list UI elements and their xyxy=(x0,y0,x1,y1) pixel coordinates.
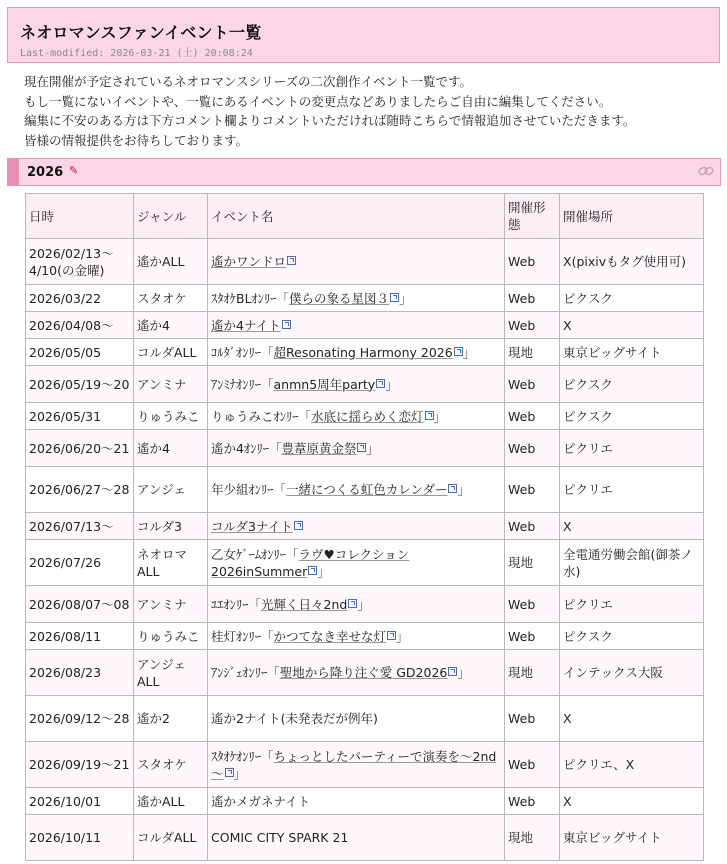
event-prefix: ｱﾝｼﾞｪｵﾝﾘｰ「 xyxy=(211,665,280,680)
event-link[interactable]: 光輝く日々2nd xyxy=(261,596,348,612)
cell-genre: アンジェALL xyxy=(134,650,208,696)
cell-genre: アンミナ xyxy=(134,366,208,403)
page-title: ネオロマンスファンイベント一覧 xyxy=(20,23,262,42)
cell-format: 現地 xyxy=(505,815,560,861)
event-link[interactable]: ちょっとしたパーティーで演奏を～2nd～ xyxy=(211,748,497,781)
cell-date: 2026/10/11 xyxy=(26,815,134,861)
event-suffix: 」 xyxy=(399,290,412,306)
cell-format: Web xyxy=(505,586,560,623)
table-row xyxy=(26,403,704,430)
cell-venue: ピクリエ xyxy=(560,467,704,513)
external-link-icon[interactable] xyxy=(294,521,303,530)
table-row xyxy=(26,312,704,339)
table-row xyxy=(26,788,704,815)
cell-genre: スタオケ xyxy=(134,742,208,788)
table-row xyxy=(26,742,704,788)
cell-genre: 遙か2 xyxy=(134,696,208,742)
cell-genre: 遙か4 xyxy=(134,312,208,339)
event-suffix: 」 xyxy=(366,440,379,456)
table-row xyxy=(26,239,704,285)
cell-date: 2026/04/08～ xyxy=(26,312,134,339)
cell-format: Web xyxy=(505,430,560,467)
external-link-icon[interactable] xyxy=(376,379,385,388)
cell-event-name xyxy=(208,403,505,430)
cell-venue: X xyxy=(560,696,704,742)
cell-event-name xyxy=(208,540,505,586)
cell-venue: ピクリエ xyxy=(560,586,704,623)
cell-date: 2026/06/20～21 xyxy=(26,430,134,467)
header-date: 日時 xyxy=(26,194,134,239)
cell-genre: コルダALL xyxy=(134,815,208,861)
cell-genre: 遙かALL xyxy=(134,239,208,285)
cell-venue: ピクリエ xyxy=(560,430,704,467)
event-prefix: ｺﾙﾀﾞｵﾝﾘｰ「 xyxy=(211,344,274,360)
cell-event-name xyxy=(208,650,505,696)
cell-date: 2026/07/13～ xyxy=(26,513,134,540)
cell-format: Web xyxy=(505,312,560,339)
cell-date: 2026/09/12～28 xyxy=(26,696,134,742)
header-venue: 開催場所 xyxy=(560,194,704,239)
table-header-row xyxy=(26,194,704,239)
intro-line: 皆様の情報提供をお待ちしております。 xyxy=(24,132,249,148)
event-suffix: 」 xyxy=(462,344,476,360)
cell-genre: 遙かALL xyxy=(134,788,208,815)
cell-venue: 東京ビッグサイト xyxy=(560,339,704,366)
event-suffix: 」 xyxy=(457,482,470,497)
event-prefix: ｽﾀｵｹBLｵﾝﾘｰ「 xyxy=(211,290,290,306)
intro-line: 現在開催が予定されているネオロマンスシリーズの二次創作イベント一覧です。 xyxy=(24,74,473,89)
external-link-icon[interactable] xyxy=(348,599,357,608)
cell-date: 2026/02/13～4/10(の金曜) xyxy=(26,239,134,285)
event-table xyxy=(25,193,704,861)
cell-date: 2026/09/19～21 xyxy=(26,742,134,788)
cell-format: Web xyxy=(505,366,560,403)
event-link[interactable]: 豊葦原黄金祭 xyxy=(281,440,357,456)
cell-event-name xyxy=(208,430,505,467)
event-link[interactable]: 遙か4ナイト xyxy=(211,317,281,333)
table-row xyxy=(26,285,704,312)
event-suffix: 」 xyxy=(457,665,470,680)
last-modified: Last-modified: 2026-03-21 (土) 20:08:24 xyxy=(20,48,253,59)
event-suffix: 」 xyxy=(357,596,370,612)
event-link[interactable]: anmn5周年party xyxy=(273,376,376,392)
cell-event-name xyxy=(208,239,505,285)
event-suffix: 」 xyxy=(317,563,330,579)
cell-format: Web xyxy=(505,696,560,742)
cell-venue: X(pixivもタグ使用可) xyxy=(560,239,704,285)
event-link[interactable]: 僕らの象る星図３ xyxy=(289,290,390,306)
cell-venue: X xyxy=(560,513,704,540)
event-prefix: 遙か4ｵﾝﾘｰ「 xyxy=(211,440,282,456)
event-suffix: 」 xyxy=(385,376,398,392)
cell-genre: アンジェ xyxy=(134,467,208,513)
cell-genre: コルダALL xyxy=(134,339,208,366)
cell-genre: ネオロマALL xyxy=(134,540,208,586)
external-link-icon[interactable] xyxy=(390,293,399,302)
external-link-icon[interactable] xyxy=(448,667,457,676)
table-row xyxy=(26,540,704,586)
cell-date: 2026/08/23 xyxy=(26,650,134,696)
table-row xyxy=(26,513,704,540)
cell-event-name xyxy=(208,586,505,623)
event-prefix: ｱﾝﾐﾅｵﾝﾘｰ「 xyxy=(211,376,274,392)
external-link-icon[interactable] xyxy=(282,320,291,329)
table-row xyxy=(26,696,704,742)
event-link[interactable]: かつてなき幸せな灯 xyxy=(273,628,387,644)
cell-date: 2026/07/26 xyxy=(26,540,134,586)
event-prefix: COMIC CITY SPARK 21 xyxy=(211,830,349,845)
cell-date: 2026/06/27～28 xyxy=(26,467,134,513)
pencil-icon[interactable]: ✎ xyxy=(69,164,79,177)
cell-event-name xyxy=(208,339,505,366)
cell-venue: X xyxy=(560,312,704,339)
table-row xyxy=(26,586,704,623)
cell-genre: コルダ3 xyxy=(134,513,208,540)
header-event-name: イベント名 xyxy=(208,194,505,239)
intro-text xyxy=(24,72,635,150)
cell-format: Web xyxy=(505,788,560,815)
event-prefix: 乙女ｹﾞｰﾑｵﾝﾘｰ「 xyxy=(211,546,299,562)
link-icon[interactable] xyxy=(698,164,714,178)
cell-format: 現地 xyxy=(505,339,560,366)
event-prefix: 遙かメガネナイト xyxy=(211,793,311,809)
cell-format: 現地 xyxy=(505,540,560,586)
page-header xyxy=(7,7,720,63)
external-link-icon[interactable] xyxy=(387,631,396,640)
intro-line: 編集に不安のある方は下方コメント欄よりコメントいただければ随時こちらで情報追加させていただきます。 xyxy=(24,113,636,128)
external-link-icon[interactable] xyxy=(425,411,434,420)
cell-format: Web xyxy=(505,403,560,430)
cell-date: 2026/08/07～08 xyxy=(26,586,134,623)
cell-format: Web xyxy=(505,742,560,788)
event-link[interactable]: 水底に揺らめく恋灯 xyxy=(311,408,424,424)
cell-format: Web xyxy=(505,467,560,513)
header-format: 開催形態 xyxy=(505,194,560,239)
event-suffix: 」 xyxy=(433,408,447,424)
header-genre: ジャンル xyxy=(134,194,208,239)
cell-date: 2026/05/19～20 xyxy=(26,366,134,403)
event-link[interactable]: コルダ3ナイト xyxy=(211,518,293,534)
cell-date: 2026/10/01 xyxy=(26,788,134,815)
cell-venue: 全電通労働会館(御茶ノ水) xyxy=(560,540,704,586)
table-row xyxy=(26,366,704,403)
cell-venue: X xyxy=(560,788,704,815)
external-link-icon[interactable] xyxy=(225,768,234,777)
cell-date: 2026/08/11 xyxy=(26,623,134,650)
table-row xyxy=(26,623,704,650)
cell-genre: りゅうみこ xyxy=(134,623,208,650)
event-link[interactable]: ラヴ♥コレクション2026inSummer xyxy=(211,546,410,579)
cell-format: 現地 xyxy=(505,650,560,696)
cell-venue: ピクリエ、X xyxy=(560,742,704,788)
cell-date: 2026/03/22 xyxy=(26,285,134,312)
table-row xyxy=(26,650,704,696)
cell-venue: 東京ビッグサイト xyxy=(560,815,704,861)
event-suffix: 」 xyxy=(396,628,409,644)
table-row xyxy=(26,430,704,467)
external-link-icon[interactable] xyxy=(448,484,457,493)
cell-genre: アンミナ xyxy=(134,586,208,623)
external-link-icon[interactable] xyxy=(357,443,366,452)
event-link[interactable]: 超Resonating Harmony 2026 xyxy=(273,344,453,360)
cell-format: Web xyxy=(505,513,560,540)
external-link-icon[interactable] xyxy=(308,566,317,575)
event-link[interactable]: 遙かワンドロ xyxy=(211,254,287,269)
cell-event-name xyxy=(208,788,505,815)
table-row xyxy=(26,467,704,513)
cell-genre: 遙か4 xyxy=(134,430,208,467)
section-heading-2026 xyxy=(7,158,721,186)
event-prefix: ｽﾀｵｹｵﾝﾘｰ「 xyxy=(211,748,274,764)
intro-line: もし一覧にないイベントや、一覧にあるイベントの変更点などありましたらご自由に編集してください。 xyxy=(24,93,612,109)
cell-event-name xyxy=(208,742,505,788)
event-prefix: 年少組ｵﾝﾘｰ「 xyxy=(211,482,287,497)
cell-event-name xyxy=(208,366,505,403)
cell-venue: ピクスク xyxy=(560,285,704,312)
cell-genre: りゅうみこ xyxy=(134,403,208,430)
cell-event-name xyxy=(208,467,505,513)
cell-venue: ピクスク xyxy=(560,623,704,650)
cell-format: Web xyxy=(505,623,560,650)
cell-venue: ピクスク xyxy=(560,403,704,430)
external-link-icon[interactable] xyxy=(287,256,296,265)
event-prefix: 桂灯ｵﾝﾘｰ「 xyxy=(211,628,274,644)
table-row xyxy=(26,815,704,861)
event-prefix: 遙か2ナイト(未発表だが例年) xyxy=(211,711,378,726)
cell-format: Web xyxy=(505,239,560,285)
cell-venue: インテックス大阪 xyxy=(560,650,704,696)
event-suffix: 」 xyxy=(233,765,247,781)
cell-date: 2026/05/05 xyxy=(26,339,134,366)
cell-event-name xyxy=(208,696,505,742)
event-prefix: りゅうみこｵﾝﾘｰ「 xyxy=(211,408,312,424)
cell-format: Web xyxy=(505,285,560,312)
cell-event-name xyxy=(208,623,505,650)
external-link-icon[interactable] xyxy=(454,347,463,356)
event-link[interactable]: 一緒につくる虹色カレンダー xyxy=(286,482,448,497)
cell-venue: ピクスク xyxy=(560,366,704,403)
cell-event-name xyxy=(208,513,505,540)
cell-event-name xyxy=(208,312,505,339)
cell-event-name xyxy=(208,815,505,861)
event-link[interactable]: 聖地から降り注ぐ愛 GD2026 xyxy=(279,665,448,680)
event-prefix: ﾕｴｵﾝﾘｰ「 xyxy=(211,596,262,612)
cell-date: 2026/05/31 xyxy=(26,403,134,430)
section-title: 2026 xyxy=(27,165,64,180)
cell-event-name xyxy=(208,285,505,312)
cell-genre: スタオケ xyxy=(134,285,208,312)
table-row xyxy=(26,339,704,366)
